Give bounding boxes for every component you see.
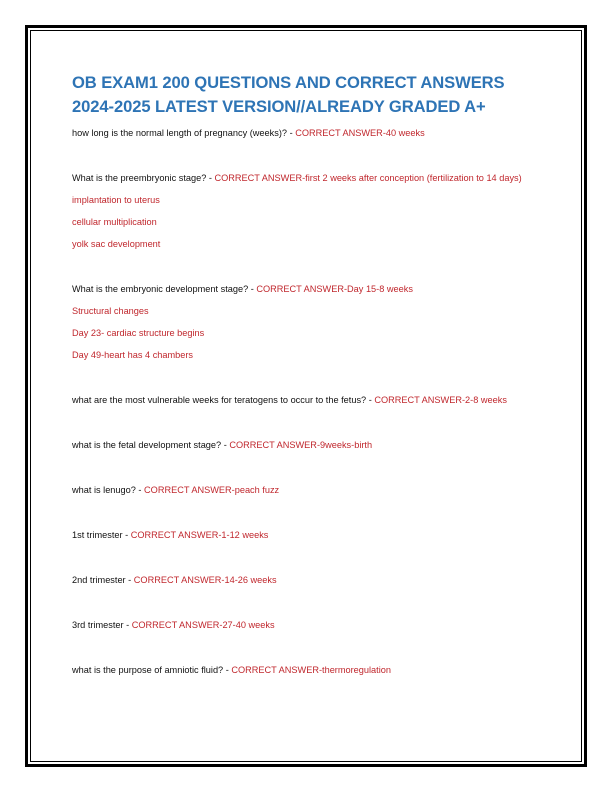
question: how long is the normal length of pregnancy (weeks)?	[72, 128, 288, 138]
qa-item-2nd-trimester	[72, 574, 540, 587]
qa-item-preembryonic-stage	[72, 172, 540, 185]
answer: CORRECT ANSWER-9weeks-birth	[229, 440, 373, 450]
question: what is the fetal development stage?	[72, 440, 222, 450]
separator: -	[123, 620, 132, 630]
separator: -	[206, 173, 215, 183]
question: 1st trimester	[72, 530, 123, 540]
qa-item-3rd-trimester	[72, 619, 540, 632]
title-line-2: 2024-2025 LATEST VERSION//ALREADY GRADED A+	[72, 97, 486, 116]
answer: CORRECT ANSWER-thermoregulation	[231, 665, 391, 675]
separator: -	[135, 485, 145, 495]
answer-detail: Structural changes	[72, 306, 149, 316]
title-line-1: OB EXAM1 200 QUESTIONS AND CORRECT ANSWERS	[72, 73, 505, 92]
answer: CORRECT ANSWER-1-12 weeks	[130, 530, 269, 540]
question: What is the preembryonic stage?	[72, 173, 207, 183]
question: what is the purpose of amniotic fluid?	[72, 665, 224, 675]
answer: CORRECT ANSWER-2-8 weeks	[374, 395, 507, 405]
question: what are the most vulnerable weeks for teratogens to occur to the fetus?	[72, 395, 367, 405]
question: What is the embryonic development stage?	[72, 284, 249, 294]
separator: -	[248, 284, 257, 294]
answer: CORRECT ANSWER-peach fuzz	[144, 485, 280, 495]
answer: CORRECT ANSWER-Day 15-8 weeks	[256, 284, 413, 294]
answer: CORRECT ANSWER-first 2 weeks after conception (fertilization to 14 days)	[214, 173, 522, 183]
answer-detail: Day 49-heart has 4 chambers	[72, 350, 194, 360]
separator: -	[287, 128, 296, 138]
qa-item-amniotic-fluid	[72, 664, 540, 677]
question: 2nd trimester	[72, 575, 126, 585]
separator: -	[125, 575, 134, 585]
answer-detail: cellular multiplication	[72, 217, 157, 227]
question: what is lenugo?	[72, 485, 136, 495]
qa-item-1st-trimester	[72, 529, 540, 542]
qa-item-embryonic-stage	[72, 283, 540, 296]
answer: CORRECT ANSWER-27-40 weeks	[131, 620, 275, 630]
qa-item-fetal-stage	[72, 439, 540, 452]
qa-item-teratogen-weeks	[72, 394, 540, 407]
question: 3rd trimester	[72, 620, 124, 630]
qa-item-length-of-pregnancy	[72, 127, 540, 140]
answer-detail: Day 23- cardiac structure begins	[72, 328, 205, 338]
separator: -	[122, 530, 131, 540]
separator: -	[221, 440, 230, 450]
document-body	[72, 71, 540, 677]
qa-item-lenugo	[72, 484, 540, 497]
separator: -	[366, 395, 375, 405]
answer: CORRECT ANSWER-14-26 weeks	[133, 575, 277, 585]
answer-detail: implantation to uterus	[72, 195, 160, 205]
document-title	[72, 71, 540, 119]
separator: -	[223, 665, 232, 675]
answer: CORRECT ANSWER-40 weeks	[295, 128, 425, 138]
answer-detail: yolk sac development	[72, 239, 161, 249]
